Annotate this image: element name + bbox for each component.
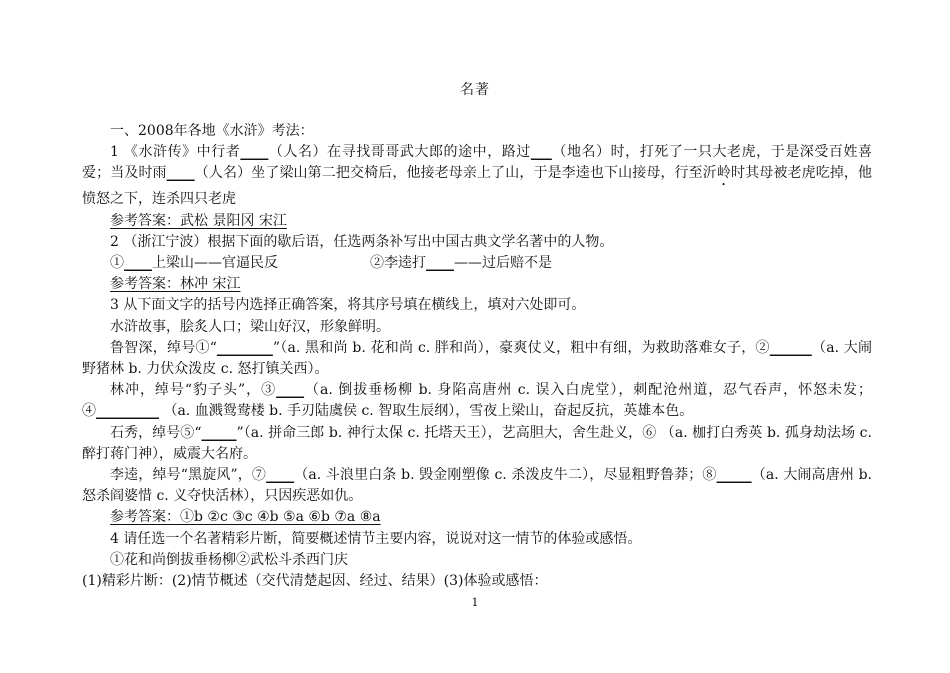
q3-lin-text-a: 林冲，绰号“豹子头”，③ bbox=[110, 382, 277, 399]
page-title: 名著 bbox=[460, 82, 490, 98]
q3-shi-xiu bbox=[82, 423, 872, 465]
q3-blank-8: _____ bbox=[716, 467, 752, 484]
q2-item1-text: 上梁山——官逼民反 bbox=[152, 255, 278, 272]
q4-prompt: 4 请任选一个名著精彩片断，简要概述情节主要内容，说说对这一情节的体验或感悟。 bbox=[110, 530, 642, 547]
q2-item2-text: ②李逵打 bbox=[370, 255, 426, 272]
q1-text-c: （地名）时，打死了一只大老虎，于是深受百姓喜爱；当及时雨 bbox=[82, 144, 873, 182]
q3-blank-5: _____ bbox=[201, 424, 237, 441]
q2-item2-tail: ——过后赔不是 bbox=[454, 255, 552, 272]
q1-text-b: （人名）在寻找哥哥武大郎的途中，路过 bbox=[268, 144, 531, 161]
q3-lu-text-a: 鲁智深，绰号①“ bbox=[110, 339, 217, 356]
q1-answer-text: 参考答案：武松 景阳冈 宋江 bbox=[110, 212, 287, 229]
q3-shi-text-a: 石秀，绰号⑤“ bbox=[110, 424, 202, 441]
q1-text-e: 时其母被老虎吃掉，他愤怒之下，连杀四只老虎 bbox=[82, 165, 873, 208]
q4-options: ①花和尚倒拔垂杨柳②武松斗杀西门庆 bbox=[110, 551, 348, 568]
q3-prompt: 3 从下面文字的括号内选择正确答案，将其序号填在横线上，填对六处即可。 bbox=[110, 297, 586, 314]
q1-text-a: 1 《水浒传》中行者 bbox=[110, 144, 241, 161]
q3-li-text-a: 李逵，绰号“黑旋风”，⑦ bbox=[110, 467, 267, 484]
q2-answer bbox=[82, 274, 872, 295]
q3-lin-text-b: （a. 倒拔垂杨柳 b. 身陷高唐州 c. 误入白虎堂），刺配沧州道，忍气吞声，怀怒未发；④ bbox=[82, 382, 872, 420]
q3-blank-4: _________ bbox=[96, 403, 159, 420]
q3-blank-1: ________ bbox=[216, 339, 273, 356]
q3-lu-zhishen bbox=[82, 338, 872, 380]
q4-parts: (1)精彩片断：(2)情节概述（交代清楚起因、经过、结果）(3)体验或感悟： bbox=[82, 573, 548, 590]
q1-emphasis: 岭 bbox=[716, 165, 732, 182]
q1-text-d: （人名）坐了梁山第二把交椅后，他接老母亲上了山，于是李逵也下山接母，行至沂 bbox=[194, 165, 717, 182]
q3-blank-2: ______ bbox=[769, 339, 812, 356]
page-number: 1 bbox=[471, 596, 479, 609]
question-1 bbox=[82, 142, 872, 210]
q2-item1-num: ① bbox=[110, 255, 124, 272]
section-heading: 一、2008年各地《水浒》考法： bbox=[110, 123, 314, 139]
q1-blank-1: ____ bbox=[240, 144, 269, 161]
q3-li-kui bbox=[82, 465, 872, 507]
q3-li-text-b: （a. 斗浪里白条 b. 毁金刚塑像 c. 杀泼皮牛二），尽显粗野鲁莽；⑧ bbox=[294, 467, 717, 484]
q3-intro: 水浒故事，脍炙人口；梁山好汉，形象鲜明。 bbox=[110, 318, 390, 335]
q1-blank-3: ____ bbox=[166, 165, 195, 182]
q3-blank-3: ____ bbox=[276, 382, 305, 399]
q3-shi-text-b: ”（a. 拼命三郎 b. 神行太保 c. 托塔天王），艺高胆大，舍生赴义，⑥ （a. 枷打白秀英 b. 孤身劫法场 c. 醉打蒋门神），威震大名府。 bbox=[82, 424, 872, 462]
q2-items bbox=[82, 253, 872, 274]
q2-prompt: 2 （浙江宁波）根据下面的歇后语，任选两条补写出中国古典文学名著中的人物。 bbox=[110, 233, 614, 250]
q3-lu-text-c: （a. 大闹野猪林 b. 力伏众泼皮 c. 怒打镇关西）。 bbox=[82, 339, 872, 378]
q3-lu-text-b: ”（a. 黑和尚 b. 花和尚 c. 胖和尚），豪爽仗义，粗中有细，为救助落难女子，② bbox=[272, 339, 770, 356]
q2-item2-blank: ____ bbox=[426, 255, 454, 272]
q3-lin-text-c: （a. 血溅鸳鸯楼 b. 手刃陆虞侯 c. 智取生辰纲），雪夜上梁山，奋起反抗，英雄本色。 bbox=[159, 403, 694, 420]
q3-blank-7: ____ bbox=[266, 467, 295, 484]
q2-answer-text: 参考答案：林冲 宋江 bbox=[110, 276, 241, 293]
q3-li-text-c: （a. 大闹高唐州 b. 怒杀阎婆惜 c. 义夺快活林），只因疾恶如仇。 bbox=[82, 467, 872, 505]
q3-answer bbox=[82, 507, 872, 528]
q1-answer bbox=[82, 211, 872, 232]
q3-lin-chong bbox=[82, 380, 872, 422]
document-body bbox=[82, 121, 872, 592]
q2-item1-blank: ____ bbox=[124, 255, 152, 272]
q1-blank-2: ___ bbox=[530, 144, 552, 161]
q3-answer-text: 参考答案：①b ②c ③c ④b ⑤a ⑥b ⑦a ⑧a bbox=[110, 509, 381, 526]
